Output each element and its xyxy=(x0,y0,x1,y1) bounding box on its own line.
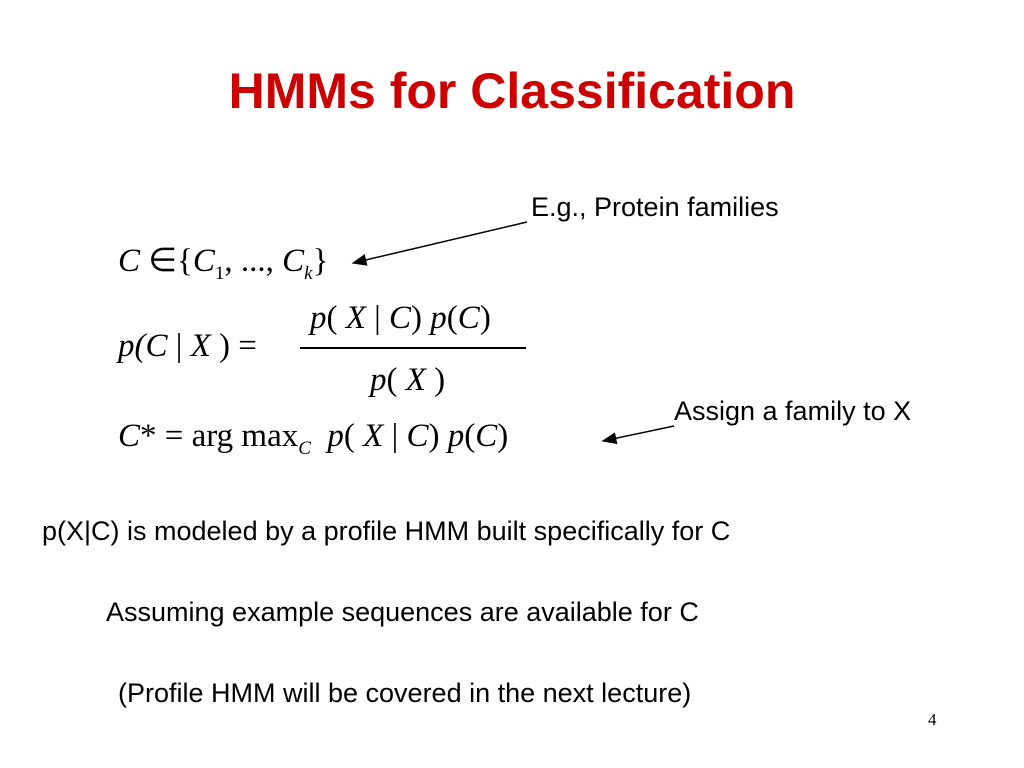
eq2-num-p1: p xyxy=(310,300,327,336)
eq3-bar: | xyxy=(383,418,407,454)
eq1-subscript-k: k xyxy=(304,263,313,284)
eq3-open1: ( xyxy=(343,418,364,454)
eq2-lhs-c: C xyxy=(145,328,168,364)
eq2-lhs-equals: ) = xyxy=(210,328,257,364)
eq2-den-p: p xyxy=(370,362,387,398)
arrow-to-class-set xyxy=(353,222,527,263)
eq1-subscript-1: 1 xyxy=(214,263,225,284)
eq3-p1: p xyxy=(327,418,344,454)
eq2-den-open: ( xyxy=(386,362,406,398)
eq2-num-open2: ( xyxy=(446,300,458,336)
annotation-protein-families: E.g., Protein families xyxy=(531,192,779,222)
eq2-num-close1: ) xyxy=(411,300,431,336)
text-line-profile-hmm: p(X|C) is modeled by a profile HMM built specifically for C xyxy=(42,516,731,546)
eq2-num-bar: | xyxy=(365,300,390,336)
eq3-argmax: * = arg max xyxy=(140,418,299,454)
eq3-c2: C xyxy=(475,418,498,454)
eq2-lhs-x: X xyxy=(190,328,211,364)
eq1-ellipsis: , ..., xyxy=(224,243,283,279)
eq2-num-close2: ) xyxy=(479,300,491,336)
eq1-open-brace: { xyxy=(177,243,193,279)
eq2-num-open1: ( xyxy=(326,300,346,336)
eq1-element-of: ∈ xyxy=(148,243,178,279)
eq2-lhs-p: p( xyxy=(118,328,146,364)
eq3-p2: p xyxy=(447,418,465,454)
slide-title: HMMs for Classification xyxy=(228,63,796,119)
eq1-symbol-ck: C xyxy=(282,243,305,279)
eq2-num-x: X xyxy=(345,300,366,336)
text-line-assuming: Assuming example sequences are available for C xyxy=(106,597,699,627)
eq2-den-x: X xyxy=(405,362,426,398)
eq3-open2: ( xyxy=(464,418,476,454)
eq2-num-p2: p xyxy=(430,300,447,336)
annotation-assign-family: Assign a family to X xyxy=(674,396,912,426)
eq1-symbol-c: C xyxy=(118,243,141,279)
eq2-num-c2: C xyxy=(457,300,480,336)
page-number: 4 xyxy=(928,710,937,729)
eq2-den-close: ) xyxy=(425,362,446,398)
eq3-c-star: C xyxy=(118,418,141,454)
eq2-num-c: C xyxy=(389,300,412,336)
eq1-close-brace: } xyxy=(312,243,329,279)
eq3-x: X xyxy=(363,418,384,454)
eq3-c: C xyxy=(406,418,429,454)
eq3-close2: ) xyxy=(497,418,509,454)
arrow-to-argmax xyxy=(603,426,674,441)
eq3-close1: ) xyxy=(428,418,448,454)
text-line-next-lecture: (Profile HMM will be covered in the next lecture) xyxy=(118,678,692,708)
eq1-symbol-c1: C xyxy=(192,243,215,279)
eq2-lhs-bar: | xyxy=(167,328,191,364)
eq3-subscript-c: C xyxy=(298,438,311,459)
